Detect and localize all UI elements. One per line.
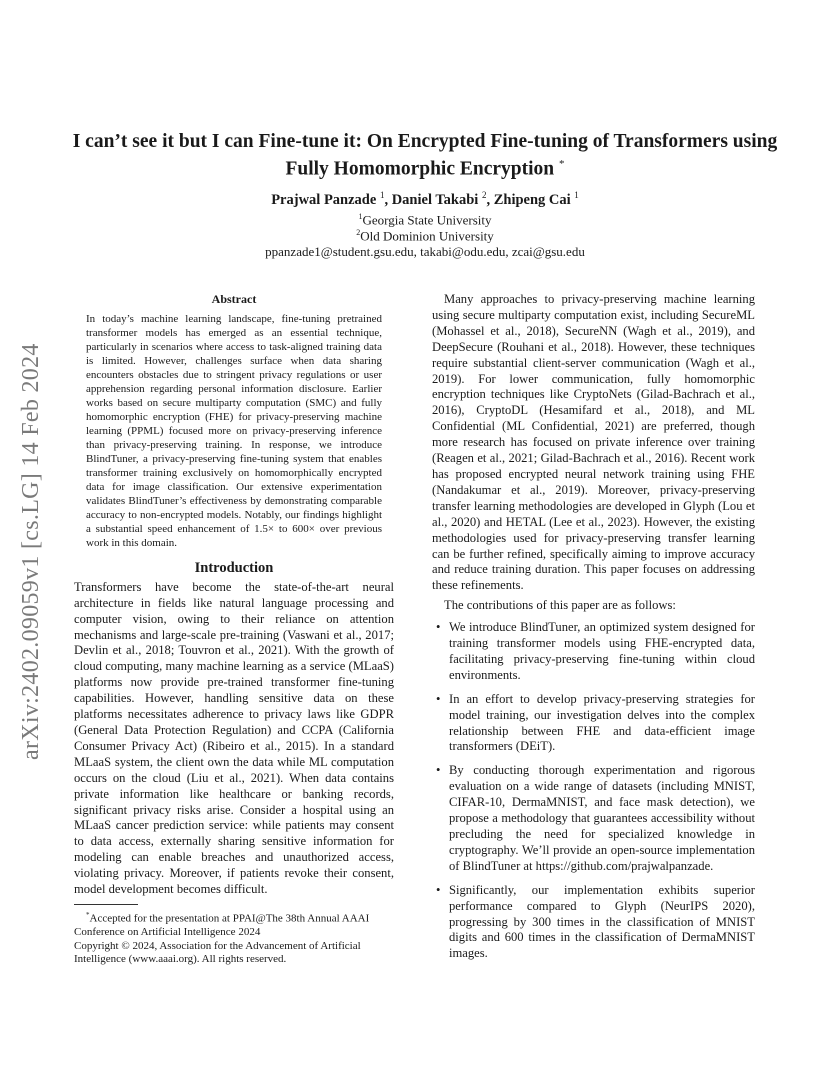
right-column	[432, 292, 755, 970]
left-column	[74, 292, 394, 967]
bullet-icon: •	[436, 763, 441, 778]
footnote-accepted-text: Accepted for the presentation at PPAI@The 38th Annual AAAI Conference on Artificial Intelligence 2024	[74, 912, 370, 939]
paper-title	[60, 130, 790, 181]
author-affil-mark: 1	[379, 190, 385, 200]
list-item	[432, 692, 755, 756]
related-work-paragraph: Many approaches to privacy-preserving machine learning using secure multiparty computation exist, including SecureML (Mohassel et al., 2018), SecureNN (Wagh et al., 2019), and DeepSecure (Rouhani et al., 2018). However, these techniques require substantial client-server communication (Wagh et al., 2019). For lower communication, fully homomorphic encryption techniques like CryptoNets (Gilad-Bachrach et al., 2016), CryptoDL (Hesamifard et al., 2018), and ML Confidential (ML Confidential, 2021) are preferred, though more research has focused on private inference over training (Reagen et al., 2021; Gilad-Bachrach et al., 2016). Recent work has proposed encrypted neural network training using FHE (Nandakumar et al., 2019). Moreover, privacy-preserving transfer learning methodologies are developed in Glyph (Lou et al., 2020) and HETAL (Lee et al., 2023). However, the existing methodologies used for privacy-preserving transfer learning can be further refined, specifically aiming to improve accuracy and reduce training duration. This paper focuses on addressing these refinements.	[432, 292, 755, 593]
affiliation-number: 2	[356, 228, 361, 237]
footnote-copyright: Copyright © 2024, Association for the Advancement of Artificial Intelligence (www.aaai.org). All rights reserved.	[74, 939, 361, 966]
author-name: Zhipeng Cai	[493, 191, 571, 208]
footnote-divider	[74, 904, 138, 905]
introduction-paragraph: Transformers have become the state-of-the-art neural architecture in fields like natural language processing and computer vision, owing to their reliance on attention mechanisms and large-scale pre-training (Vaswani et al., 2017; Devlin et al., 2018; Touvron et al., 2021). With the growth of cloud computing, many machine learning as a service (MLaaS) platforms now provide pre-trained transformer fine-tuning capabilities. However, handling sensitive data on these platforms necessitates adherence to privacy laws like GDPR (General Data Protection Regulation) and CCPA (California Consumer Privacy Act) (Ribeiro et al., 2015). In a standard MLaaS system, the client own the data while ML computation occurs on the cloud (Liu et al., 2021). When data contains private information like healthcare or banking records, significant privacy risks arise. Consider a hospital using an MLaaS cancer prediction service: while patients may consent to data access, externally sharing sensitive information for modeling can enable breaches and unauthorized access, violating privacy. Moreover, if patients revoke their consent, model development becomes difficult.	[74, 579, 394, 897]
affiliation-number: 1	[358, 212, 363, 221]
list-item	[432, 620, 755, 684]
affiliation-2	[60, 228, 790, 244]
affiliation-1	[60, 212, 790, 228]
bullet-icon: •	[436, 882, 441, 897]
author-affil-mark: 2	[481, 190, 487, 200]
author-affil-mark: 1	[574, 190, 579, 200]
author-emails: ppanzade1@student.gsu.edu, takabi@odu.edu, zcai@gsu.edu	[265, 244, 585, 259]
abstract-text: In today’s machine learning landscape, fine-tuning pretrained transformer models has emerged as an essential technique, particularly in scenarios where access to task-aligned training data is limited. However, challenges surface when data sharing encounters obstacles due to stringent privacy regulations or user apprehension regarding personal information disclosure. Earlier works based on secure multiparty computation (SMC) and fully homomorphic encryption (FHE) for privacy-preserving machine learning (PPML) focused more on privacy-preserving inference than privacy-preserving training. In response, we introduce BlindTuner, a privacy-preserving fine-tuning system that enables transformer training exclusively on homomorphically encrypted data for image classification. Our extensive experimentation validates BlindTuner’s effectiveness by demonstrating comparable accuracy to non-encrypted models. Notably, our findings highlight a substantial speed enhancement of 1.5× to 600× over previous work in this domain.	[86, 312, 382, 549]
contributions-lead: The contributions of this paper are as follows:	[444, 598, 676, 613]
title-footnote-mark: *	[559, 158, 565, 170]
footnote	[74, 909, 394, 967]
list-item	[432, 763, 755, 874]
affiliation-name: Old Dominion University	[360, 228, 494, 244]
list-item-text: In an effort to develop privacy-preserving strategies for model training, our investigation delves into the complex relationship between FHE and data-efficient image transformers (DEiT).	[449, 691, 755, 754]
introduction-heading: Introduction	[194, 559, 274, 576]
list-item-text: We introduce BlindTuner, an optimized system designed for training transformer models using FHE-encrypted data, facilitating privacy-preserving fine-tuning within cloud environments.	[449, 620, 755, 682]
author-name: Daniel Takabi	[391, 191, 479, 208]
author-separator: ,	[486, 191, 494, 208]
author-name: Prajwal Panzade	[271, 191, 377, 208]
list-item-text: By conducting thorough experimentation and rigorous evaluation on a wide range of datasets (including MNIST, CIFAR-10, DermaMNIST, and face mask detection), we propose a methodology that guarantees accessibility without precluding the need for specialized knowledge in cryptography. We’ll provide an open-source implementation of BlindTuner at https://github.com/prajwalpanzade.	[449, 763, 755, 873]
footnote-mark: *	[86, 910, 90, 919]
bullet-icon: •	[436, 691, 441, 706]
author-separator: ,	[384, 191, 392, 208]
list-item-text: Significantly, our implementation exhibits superior performance compared to Glyph (NeurIPS 2020), progressing by 300 times in the classification of MNIST digits and 600 times in the classification of DermaMNIST images.	[449, 882, 755, 961]
bullet-icon: •	[436, 620, 441, 635]
arxiv-identifier-stamp: arXiv:2402.09059v1 [cs.LG] 14 Feb 2024	[18, 343, 44, 760]
abstract-heading: Abstract	[211, 292, 257, 306]
title-text: I can’t see it but I can Fine-tune it: On Encrypted Fine-tuning of Transformers using Fully Homomorphic Encryption	[72, 131, 778, 180]
contributions-list	[432, 620, 755, 962]
author-list	[60, 190, 790, 209]
list-item	[432, 883, 755, 963]
affiliation-name: Georgia State University	[362, 212, 492, 228]
footnote-accepted	[74, 909, 394, 940]
